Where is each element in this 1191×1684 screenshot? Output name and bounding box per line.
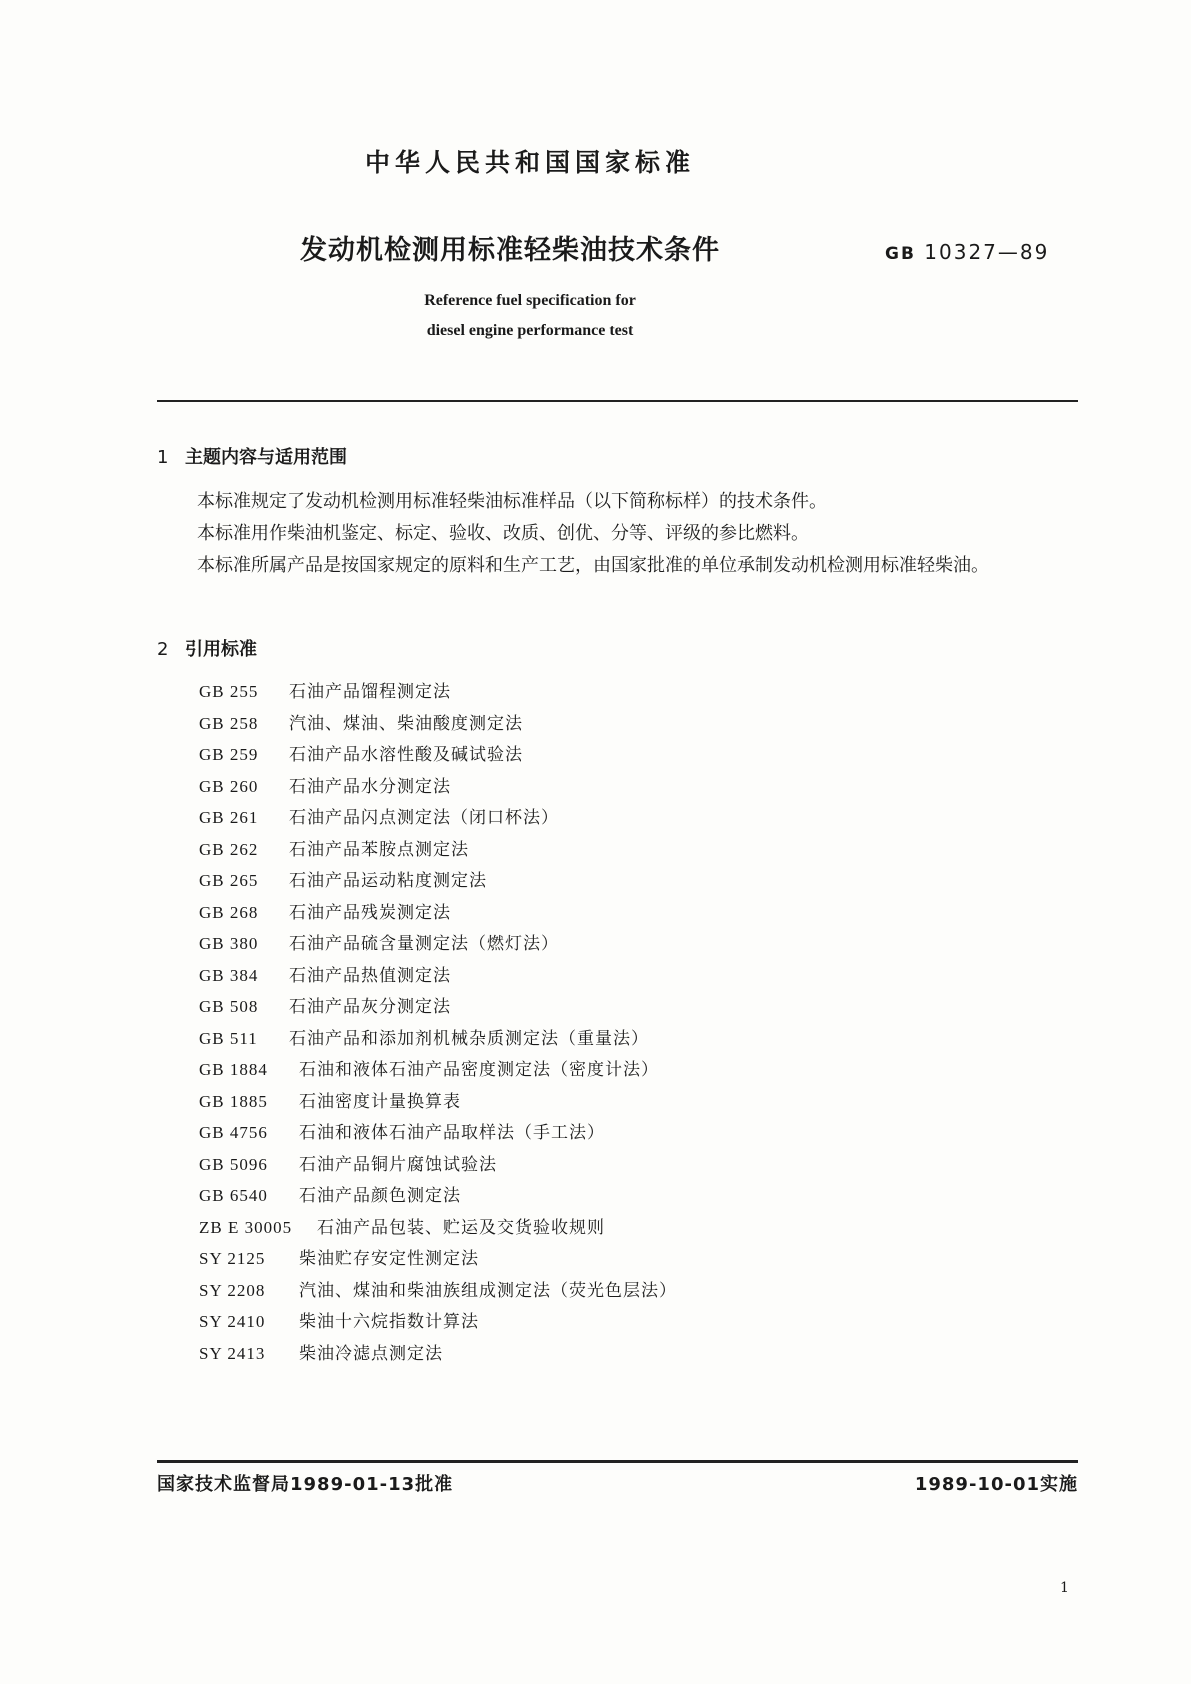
reference-item (199, 1306, 677, 1338)
reference-code: GB 258 (199, 713, 259, 733)
reference-code: GB 261 (199, 808, 259, 827)
section-1-title: 主题内容与适用范围 (185, 447, 347, 468)
reference-item (199, 1180, 677, 1212)
reference-title: 柴油冷滤点测定法 (299, 1343, 443, 1364)
reference-item (199, 865, 677, 897)
reference-item (199, 708, 677, 740)
reference-title: 石油产品和添加剂机械杂质测定法（重量法） (289, 1028, 649, 1049)
reference-code: GB 6540 (199, 1186, 268, 1205)
reference-title: 石油产品残炭测定法 (289, 902, 451, 923)
reference-title: 石油和液体石油产品密度测定法（密度计法） (299, 1060, 659, 1080)
reference-code: SY 2125 (199, 1249, 266, 1268)
reference-item (199, 960, 677, 992)
reference-title: 石油产品硫含量测定法（燃灯法） (289, 934, 559, 954)
reference-title: 石油产品水分测定法 (289, 776, 451, 797)
reference-item (199, 834, 677, 866)
reference-code: GB 262 (199, 839, 259, 859)
reference-code: SY 2413 (199, 1343, 266, 1363)
reference-title: 石油产品包装、贮运及交货验收规则 (317, 1217, 605, 1238)
reference-code: GB 4756 (199, 1123, 268, 1142)
reference-item (199, 1212, 677, 1244)
reference-title: 石油产品馏程测定法 (289, 682, 451, 702)
reference-code: GB 1885 (199, 1091, 268, 1111)
reference-code: GB 259 (199, 745, 259, 764)
standard-code (885, 240, 1049, 264)
reference-title: 石油产品灰分测定法 (289, 997, 451, 1017)
reference-item (199, 1086, 677, 1118)
section-2-heading (157, 635, 257, 661)
reference-item (199, 1149, 677, 1181)
reference-title: 柴油十六烷指数计算法 (299, 1312, 479, 1332)
section-1-paragraph (157, 486, 1078, 518)
reference-code: GB 265 (199, 871, 259, 890)
reference-code: GB 511 (199, 1028, 258, 1048)
reference-item (199, 1243, 677, 1275)
reference-code: GB 255 (199, 682, 259, 701)
reference-item (199, 676, 677, 708)
effective-date: 1989-10-01实施 (914, 1474, 1078, 1495)
reference-title: 石油产品闪点测定法（闭口杯法） (289, 808, 559, 828)
reference-title: 石油产品水溶性酸及碱试验法 (289, 745, 523, 765)
reference-item (199, 991, 677, 1023)
reference-item (199, 771, 677, 803)
paragraph-text: 本标准用作柴油机鉴定、标定、验收、改质、创优、分等、评级的参比燃料。 (197, 523, 809, 544)
paragraph-text: 本标准所属产品是按国家规定的原料和生产工艺，由国家批准的单位承制发动机检测用标准轻柴油。 (197, 555, 989, 576)
reference-code: GB 508 (199, 997, 259, 1016)
reference-item (199, 897, 677, 929)
reference-item (199, 1054, 677, 1086)
reference-title: 石油产品铜片腐蚀试验法 (299, 1154, 497, 1175)
reference-code: SY 2208 (199, 1280, 266, 1300)
footer-divider (157, 1460, 1078, 1463)
section-1-paragraph (157, 518, 1078, 550)
reference-title: 石油产品热值测定法 (289, 965, 451, 986)
english-title-line-1: Reference fuel specification for (424, 292, 636, 309)
approval-date: 国家技术监督局1989-01-13批准 (157, 1474, 454, 1495)
section-2-number: 2 (157, 639, 169, 660)
reference-code: ZB E 30005 (199, 1217, 293, 1237)
standard-code-prefix: GB (885, 244, 916, 264)
reference-item (199, 928, 677, 960)
reference-title: 汽油、煤油和柴油族组成测定法（荧光色层法） (299, 1280, 677, 1301)
paragraph-text: 本标准规定了发动机检测用标准轻柴油标准样品（以下简称标样）的技术条件。 (197, 491, 827, 512)
reference-code: GB 5096 (199, 1154, 268, 1174)
section-1-number: 1 (157, 447, 169, 468)
reference-code: SY 2410 (199, 1312, 266, 1331)
reference-title: 石油产品苯胺点测定法 (289, 839, 469, 860)
reference-list (199, 676, 677, 1369)
reference-item (199, 1117, 677, 1149)
reference-code: GB 384 (199, 965, 259, 985)
reference-code: GB 268 (199, 902, 259, 922)
reference-code: GB 260 (199, 776, 259, 796)
reference-item (199, 1023, 677, 1055)
english-title-line-2: diesel engine performance test (426, 322, 634, 339)
reference-item (199, 739, 677, 771)
standard-code-number: 10327—89 (924, 240, 1050, 264)
section-1-heading (157, 443, 347, 469)
document-title: 发动机检测用标准轻柴油技术条件 (300, 235, 720, 266)
header-divider (157, 400, 1078, 402)
reference-code: GB 380 (199, 934, 259, 953)
reference-title: 汽油、煤油、柴油酸度测定法 (289, 713, 523, 734)
national-standard-heading: 中华人民共和国国家标准 (364, 148, 695, 177)
page-number: 1 (1060, 1580, 1069, 1596)
section-2-title: 引用标准 (185, 639, 257, 660)
reference-title: 石油产品运动粘度测定法 (289, 871, 487, 891)
reference-title: 柴油贮存安定性测定法 (299, 1249, 479, 1269)
reference-item (199, 1275, 677, 1307)
reference-item (199, 802, 677, 834)
reference-title: 石油密度计量换算表 (299, 1091, 461, 1112)
reference-item (199, 1338, 677, 1370)
reference-title: 石油和液体石油产品取样法（手工法） (299, 1123, 605, 1143)
reference-title: 石油产品颜色测定法 (299, 1186, 461, 1206)
section-1-paragraph (157, 550, 1078, 582)
reference-code: GB 1884 (199, 1060, 268, 1079)
